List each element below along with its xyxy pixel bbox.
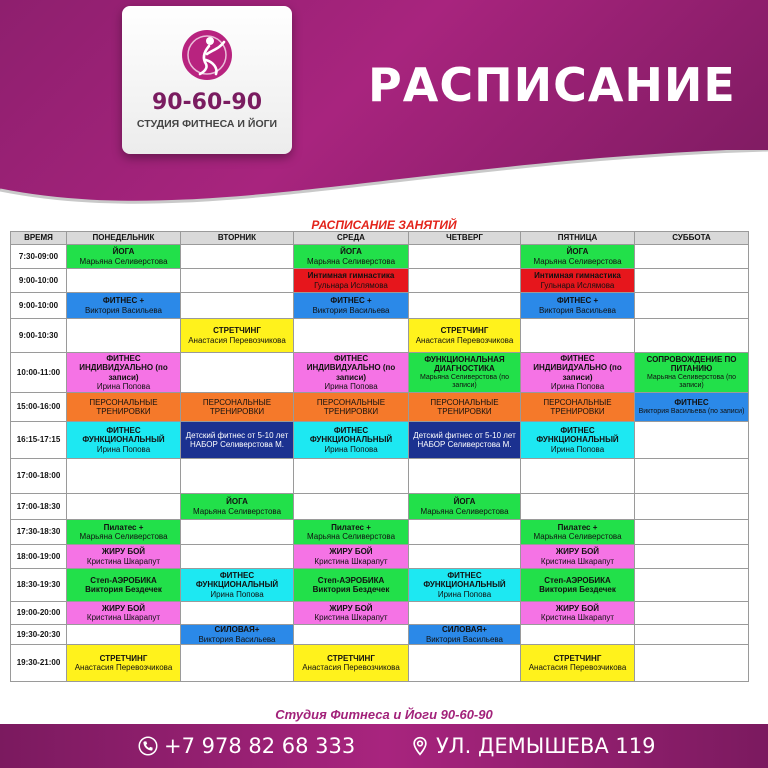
class-cell: [67, 545, 181, 569]
empty-cell: [409, 602, 521, 625]
class-cell: [67, 245, 181, 269]
instructor-name: Марьяна Селиверстова: [306, 532, 396, 541]
instructor-name: Марьяна Селиверстова: [420, 506, 509, 516]
empty-cell: [521, 459, 635, 494]
instructor-name: Марьяна Селиверстова: [533, 532, 622, 541]
class-cell: [67, 353, 181, 393]
instructor-name: Марьяна Селиверстова: [533, 256, 622, 266]
empty-cell: [635, 422, 749, 459]
class-title: Детский фитнес от 5-10 лет НАБОР Селиверстова М.: [185, 430, 289, 449]
empty-cell: [635, 625, 749, 645]
class-title: Степ-АЭРОБИКА: [90, 575, 157, 585]
class-cell: [521, 293, 635, 319]
class-title: ФИТНЕС ФУНКЦИОНАЛЬНЫЙ: [82, 426, 165, 445]
table-body: [11, 245, 749, 682]
class-title: Интимная гимнастика: [534, 271, 621, 281]
studio-logo: [122, 6, 292, 154]
column-header: СРЕДА: [294, 232, 409, 245]
class-cell: [294, 393, 409, 422]
table-row: [11, 545, 749, 569]
class-title: СТРЕТЧИНГ: [213, 326, 261, 336]
class-title: Детский фитнес от 5-10 лет НАБОР Селиверстова М.: [413, 430, 516, 449]
time-cell: 18:00-19:00: [11, 545, 67, 569]
empty-cell: [409, 545, 521, 569]
empty-cell: [181, 269, 294, 293]
class-title: ФИТНЕС ФУНКЦИОНАЛЬНЫЙ: [195, 571, 279, 590]
column-header: ЧЕТВЕРГ: [409, 232, 521, 245]
class-title: ФУНКЦИОНАЛЬНАЯ ДИАГНОСТИКА: [424, 355, 505, 374]
class-title: ПЕРСОНАЛЬНЫЕ ТРЕНИРОВКИ: [89, 397, 158, 416]
logo-subtitle: СТУДИЯ ФИТНЕСА И ЙОГИ: [136, 118, 278, 130]
empty-cell: [635, 494, 749, 520]
empty-cell: [521, 625, 635, 645]
instructor-name: Виктория Бездечек: [85, 585, 162, 594]
class-cell: [521, 645, 635, 682]
class-cell: [181, 625, 294, 645]
class-title: ПЕРСОНАЛЬНЫЕ ТРЕНИРОВКИ: [202, 397, 272, 416]
empty-cell: [294, 625, 409, 645]
address-contact[interactable]: [410, 733, 656, 759]
empty-cell: [409, 293, 521, 319]
empty-cell: [294, 494, 409, 520]
column-header: ПЯТНИЦА: [521, 232, 635, 245]
class-cell: [635, 353, 749, 393]
time-cell: 15:00-16:00: [11, 393, 67, 422]
class-cell: [409, 353, 521, 393]
instructor-name: Виктория Васильева: [198, 634, 276, 644]
empty-cell: [635, 602, 749, 625]
phone-contact[interactable]: [138, 733, 355, 759]
address-text: УЛ. ДЕМЫШЕВА 119: [436, 734, 656, 758]
empty-cell: [409, 459, 521, 494]
class-title: ЖИРУ БОЙ: [329, 547, 373, 557]
empty-cell: [294, 459, 409, 494]
instructor-name: Виктория Васильева: [84, 305, 163, 315]
phone-number: +7 978 82 68 333: [164, 734, 356, 758]
empty-cell: [635, 269, 749, 293]
class-title: ЙОГА: [226, 497, 248, 507]
instructor-name: Марьяна Селиверстова: [306, 256, 396, 266]
instructor-name: Марьяна Селиверстова (по записи): [647, 373, 736, 389]
class-cell: [67, 293, 181, 319]
class-cell: [521, 602, 635, 625]
class-cell: [521, 245, 635, 269]
empty-cell: [181, 545, 294, 569]
class-cell: [294, 422, 409, 459]
instructor-name: Виктория Бездечек: [539, 585, 616, 594]
class-cell: [181, 422, 294, 459]
instructor-name: Виктория Васильева: [312, 305, 390, 315]
instructor-name: Ирина Попова: [550, 381, 605, 391]
instructor-name: Виктория Васильева (по записи): [638, 407, 745, 415]
instructor-name: Ирина Попова: [210, 589, 264, 599]
class-title: ЖИРУ БОЙ: [101, 547, 146, 557]
empty-cell: [635, 645, 749, 682]
time-cell: 18:30-19:30: [11, 569, 67, 602]
class-title: Пилатес +: [557, 522, 598, 532]
class-title: ФИТНЕС ФУНКЦИОНАЛЬНЫЙ: [423, 571, 506, 590]
class-cell: [521, 569, 635, 602]
class-title: ПЕРСОНАЛЬНЫЕ ТРЕНИРОВКИ: [543, 397, 612, 416]
instructor-name: Виктория Васильева: [538, 305, 617, 315]
instructor-name: Марьяна Селиверстова: [79, 256, 168, 266]
class-title: ПЕРСОНАЛЬНЫЕ ТРЕНИРОВКИ: [430, 397, 499, 416]
empty-cell: [635, 520, 749, 545]
instructor-name: Кристина Шкарапут: [314, 613, 388, 622]
instructor-name: Кристина Шкарапут: [540, 556, 615, 566]
empty-cell: [67, 269, 181, 293]
instructor-name: Кристина Шкарапут: [540, 613, 615, 622]
class-title: ЙОГА: [340, 247, 362, 257]
time-cell: 17:00-18:30: [11, 494, 67, 520]
class-cell: [409, 494, 521, 520]
instructor-name: Виктория Бездечек: [312, 585, 390, 594]
class-cell: [67, 422, 181, 459]
class-cell: [294, 645, 409, 682]
empty-cell: [294, 319, 409, 353]
empty-cell: [409, 245, 521, 269]
class-cell: [67, 602, 181, 625]
location-pin-icon: [410, 736, 430, 756]
instructor-name: Гульнара Ислямова: [314, 280, 388, 290]
class-cell: [294, 269, 409, 293]
class-title: СТРЕТЧИНГ: [99, 653, 148, 663]
table-row: [11, 269, 749, 293]
table-row: [11, 245, 749, 269]
empty-cell: [635, 569, 749, 602]
class-cell: [409, 393, 521, 422]
time-cell: 10:00-11:00: [11, 353, 67, 393]
class-title: ЖИРУ БОЙ: [555, 547, 600, 557]
class-title: Степ-АЭРОБИКА: [317, 575, 385, 585]
instructor-name: Ирина Попова: [550, 444, 605, 454]
class-title: Пилатес +: [103, 522, 144, 532]
class-title: ЙОГА: [112, 247, 135, 257]
class-cell: [521, 353, 635, 393]
class-title: СОПРОВОЖДЕНИЕ ПО ПИТАНИЮ: [646, 355, 737, 374]
instructor-name: Гульнара Ислямова: [540, 280, 615, 290]
empty-cell: [409, 520, 521, 545]
time-cell: 9:00-10:00: [11, 269, 67, 293]
empty-cell: [521, 319, 635, 353]
instructor-name: Марьяна Селиверстова: [79, 532, 168, 541]
empty-cell: [409, 269, 521, 293]
class-title: ФИТНЕС +: [102, 296, 145, 306]
instructor-name: Анастасия Перевозчикова: [528, 663, 627, 672]
table-header-row: [11, 232, 749, 245]
class-title: ФИТНЕС ФУНКЦИОНАЛЬНЫЙ: [536, 426, 619, 445]
table-row: [11, 494, 749, 520]
time-cell: 19:30-21:00: [11, 645, 67, 682]
schedule-table: [10, 231, 749, 682]
column-header: ПОНЕДЕЛЬНИК: [67, 232, 181, 245]
empty-cell: [635, 459, 749, 494]
empty-cell: [67, 494, 181, 520]
instructor-name: Марьяна Селиверстова: [192, 506, 282, 516]
table-row: [11, 625, 749, 645]
class-cell: [521, 422, 635, 459]
class-cell: [521, 269, 635, 293]
class-cell: [521, 520, 635, 545]
class-cell: [635, 393, 749, 422]
empty-cell: [181, 459, 294, 494]
phone-icon: [138, 736, 158, 756]
class-cell: [67, 569, 181, 602]
class-cell: [294, 569, 409, 602]
column-header: СУББОТА: [635, 232, 749, 245]
class-cell: [294, 602, 409, 625]
class-title: ЙОГА: [566, 247, 589, 257]
class-cell: [294, 293, 409, 319]
class-cell: [521, 393, 635, 422]
class-title: СИЛОВАЯ+: [214, 625, 260, 635]
time-cell: 7:30-09:00: [11, 245, 67, 269]
class-title: СТРЕТЧИНГ: [327, 653, 375, 663]
empty-cell: [181, 293, 294, 319]
class-title: Интимная гимнастика: [307, 271, 395, 281]
empty-cell: [67, 625, 181, 645]
class-cell: [67, 645, 181, 682]
page-title: РАСПИСАНИЕ: [368, 58, 736, 112]
class-cell: [181, 393, 294, 422]
table-row: [11, 602, 749, 625]
instructor-name: Анастасия Перевозчикова: [415, 335, 514, 345]
class-title: ФИТНЕС ФУНКЦИОНАЛЬНЫЙ: [309, 426, 393, 445]
instructor-name: Кристина Шкарапут: [314, 556, 388, 566]
empty-cell: [635, 319, 749, 353]
class-title: СИЛОВАЯ+: [442, 625, 487, 635]
instructor-name: Кристина Шкарапут: [86, 613, 161, 622]
time-cell: 9:00-10:30: [11, 319, 67, 353]
time-cell: 17:00-18:00: [11, 459, 67, 494]
class-title: ФИТНЕС ИНДИВИДУАЛЬНО (по записи): [533, 354, 622, 382]
class-cell: [294, 520, 409, 545]
class-cell: [294, 545, 409, 569]
column-header: ВРЕМЯ: [11, 232, 67, 245]
class-title: ЙОГА: [453, 497, 476, 507]
class-title: Пилатес +: [331, 522, 371, 532]
instructor-name: Ирина Попова: [324, 444, 378, 454]
table-row: [11, 459, 749, 494]
table-row: [11, 319, 749, 353]
empty-cell: [181, 520, 294, 545]
class-cell: [409, 319, 521, 353]
empty-cell: [67, 459, 181, 494]
class-cell: [294, 245, 409, 269]
instructor-name: Марьяна Селиверстова (по записи): [420, 373, 509, 389]
instructor-name: Ирина Попова: [96, 381, 151, 391]
instructor-name: Анастасия Перевозчикова: [302, 663, 400, 672]
class-cell: [521, 545, 635, 569]
table-row: [11, 353, 749, 393]
empty-cell: [635, 245, 749, 269]
empty-cell: [635, 293, 749, 319]
table-row: [11, 293, 749, 319]
class-cell: [67, 393, 181, 422]
table-row: [11, 520, 749, 545]
dancer-logo-icon: [180, 28, 234, 82]
instructor-name: Ирина Попова: [96, 444, 151, 454]
time-cell: 9:00-10:00: [11, 293, 67, 319]
empty-cell: [521, 494, 635, 520]
class-title: ФИТНЕС: [674, 398, 709, 408]
instructor-name: Анастасия Перевозчикова: [188, 335, 286, 345]
schedule-heading: РАСПИСАНИЕ ЗАНЯТИЙ: [311, 218, 457, 232]
time-cell: 16:15-17:15: [11, 422, 67, 459]
instructor-name: Анастасия Перевозчикова: [74, 663, 173, 672]
class-title: ФИТНЕС +: [556, 296, 599, 306]
empty-cell: [67, 319, 181, 353]
instructor-name: Ирина Попова: [437, 589, 492, 599]
class-cell: [181, 494, 294, 520]
empty-cell: [181, 645, 294, 682]
table-row: [11, 422, 749, 459]
instructor-name: Кристина Шкарапут: [86, 556, 161, 566]
table-row: [11, 645, 749, 682]
class-title: ЖИРУ БОЙ: [329, 603, 373, 613]
class-title: ПЕРСОНАЛЬНЫЕ ТРЕНИРОВКИ: [316, 397, 386, 416]
time-cell: 17:30-18:30: [11, 520, 67, 545]
class-title: СТРЕТЧИНГ: [553, 653, 602, 663]
instructor-name: Виктория Васильева: [425, 634, 504, 644]
class-cell: [294, 353, 409, 393]
empty-cell: [635, 545, 749, 569]
footer-brand: Студия Фитнеса и Йоги 90-60-90: [275, 707, 493, 722]
class-cell: [67, 520, 181, 545]
table-row: [11, 393, 749, 422]
class-cell: [409, 625, 521, 645]
class-title: ФИТНЕС ИНДИВИДУАЛЬНО (по записи): [306, 354, 396, 382]
class-title: СТРЕТЧИНГ: [440, 326, 489, 336]
time-cell: 19:30-20:30: [11, 625, 67, 645]
class-title: Степ-АЭРОБИКА: [544, 575, 611, 585]
class-cell: [181, 569, 294, 602]
class-cell: [409, 569, 521, 602]
logo-number: 90-60-90: [151, 90, 263, 115]
class-title: ЖИРУ БОЙ: [101, 603, 146, 613]
empty-cell: [181, 245, 294, 269]
class-title: ФИТНЕС ИНДИВИДУАЛЬНО (по записи): [79, 354, 168, 382]
class-cell: [409, 422, 521, 459]
time-cell: 19:00-20:00: [11, 602, 67, 625]
empty-cell: [181, 602, 294, 625]
column-header: ВТОРНИК: [181, 232, 294, 245]
instructor-name: Ирина Попова: [324, 381, 378, 391]
class-title: ЖИРУ БОЙ: [555, 603, 600, 613]
empty-cell: [409, 645, 521, 682]
class-title: ФИТНЕС +: [330, 296, 372, 306]
table-row: [11, 569, 749, 602]
class-cell: [181, 319, 294, 353]
empty-cell: [181, 353, 294, 393]
